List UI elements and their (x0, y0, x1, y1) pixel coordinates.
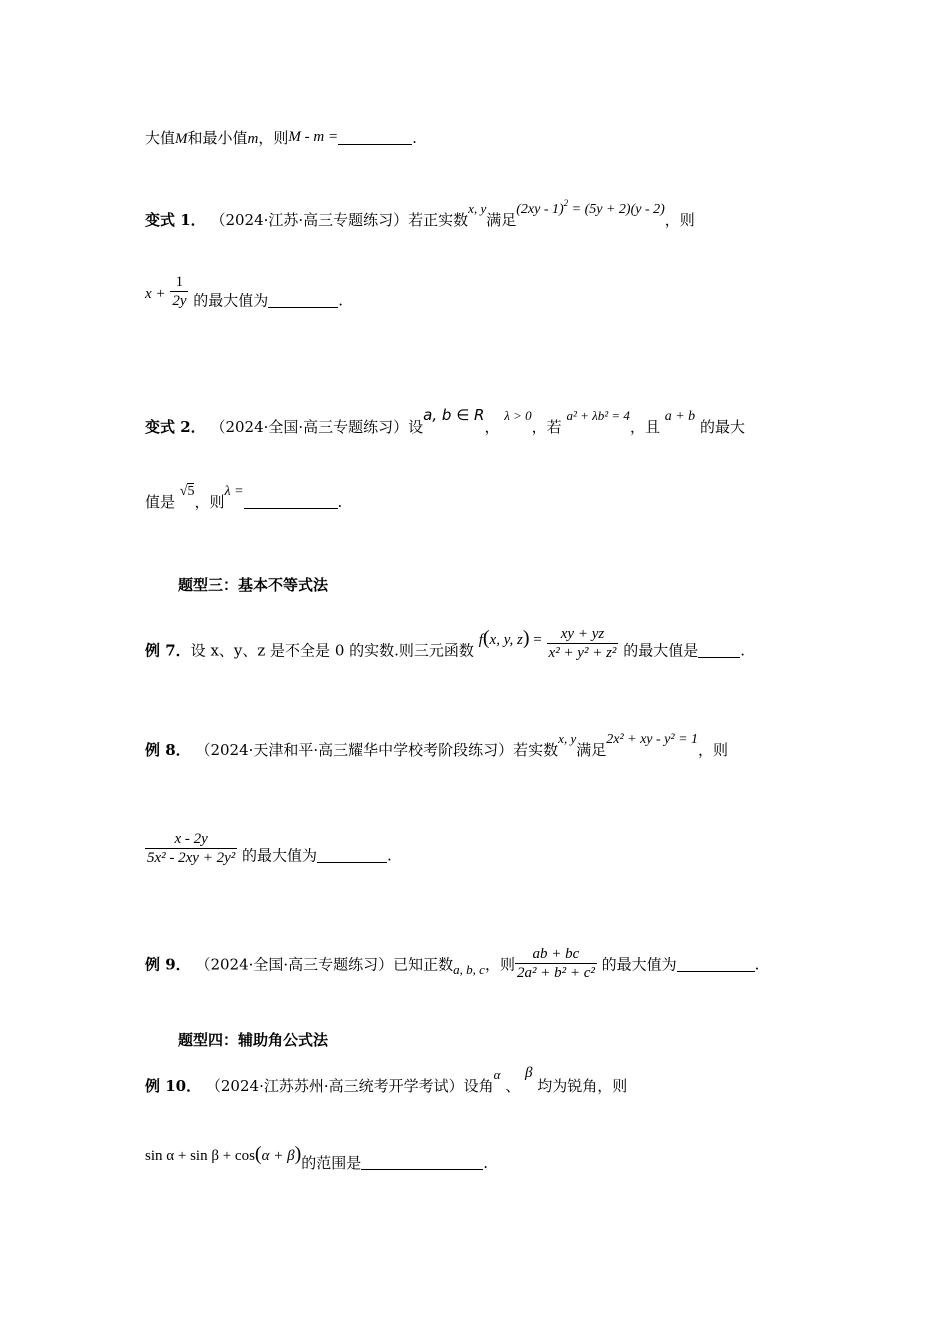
fraction: $\frac{ab + bc}{\text{2a² + b² + c²}}$ (516, 946, 595, 981)
answer-blank[interactable] (268, 293, 338, 308)
example-7: 例 7．设 x、y、z 是不全是 0 的实数.则三元函数 f(x, y, z) = $\frac{xy + yz}{\text{x² + y² + z²}}$ 的最大值是 . (145, 626, 745, 661)
variant-2: 变式 2． （2024·全国·高三专题练习）设a, b ∈ R， λ > 0，若 a² + λb² = 4，且 a + b 的最大 (145, 406, 745, 436)
example-10-line2: sin α + sin β + cos(α + β)的范围是 . (145, 1143, 489, 1172)
sqrt: √5 (179, 484, 195, 499)
section-heading-4: 题型四：辅助角公式法 (178, 1031, 329, 1049)
answer-blank[interactable] (677, 957, 755, 972)
answer-blank[interactable] (338, 130, 412, 145)
fraction: $\frac{xy + yz}{\text{x² + y² + z²}}$ (548, 626, 617, 661)
answer-blank[interactable] (317, 848, 387, 863)
answer-blank[interactable] (698, 643, 740, 658)
example-8-line2: $\frac{x - 2y}{\text{5x² - 2xy + 2y²}}$ 的最大值为 . (147, 831, 392, 866)
example-9: 例 9． （2024·全国·高三专题练习）已知正数a, b, c，则 $\frac{ab + bc}{\text{2a² + b² + c²}}$ 的最大值为 . (145, 946, 760, 981)
answer-blank[interactable] (244, 494, 338, 509)
fraction: $\frac{1}{2y}$ (172, 274, 187, 309)
section-heading-3: 题型三：基本不等式法 (178, 576, 329, 594)
answer-blank[interactable] (361, 1155, 483, 1170)
variant-1-line2: x + $\frac{1}{2y}$ 的最大值为 . (145, 274, 344, 310)
variant-1: 变式 1． （2024·江苏·高三专题练习）若正实数x, y满足(2xy - 1)$^2$ = (5y + 2)(y - 2)，则 (145, 198, 695, 229)
example-10: 例 10． （2024·江苏苏州·高三统考开学考试）设角α 、 β 均为锐角，则 (145, 1065, 628, 1095)
variant-1-label: 变式 1． (145, 211, 206, 229)
variant-2-line2: 值是 √5，则λ =. (145, 484, 343, 511)
variant-1-source: （2024·江苏·高三专题练习）若正实数 (210, 211, 469, 229)
line-max-min: 大值M和最小值m，则M - m = . (145, 129, 417, 147)
variant-2-label: 变式 2． (145, 418, 206, 436)
fraction: $\frac{x - 2y}{\text{5x² - 2xy + 2y²}}$ (147, 831, 236, 866)
example-8: 例 8． （2024·天津和平·高三耀华中学校考阶段练习）若实数x, y满足2x² + xy - y² = 1，则 (145, 731, 729, 759)
